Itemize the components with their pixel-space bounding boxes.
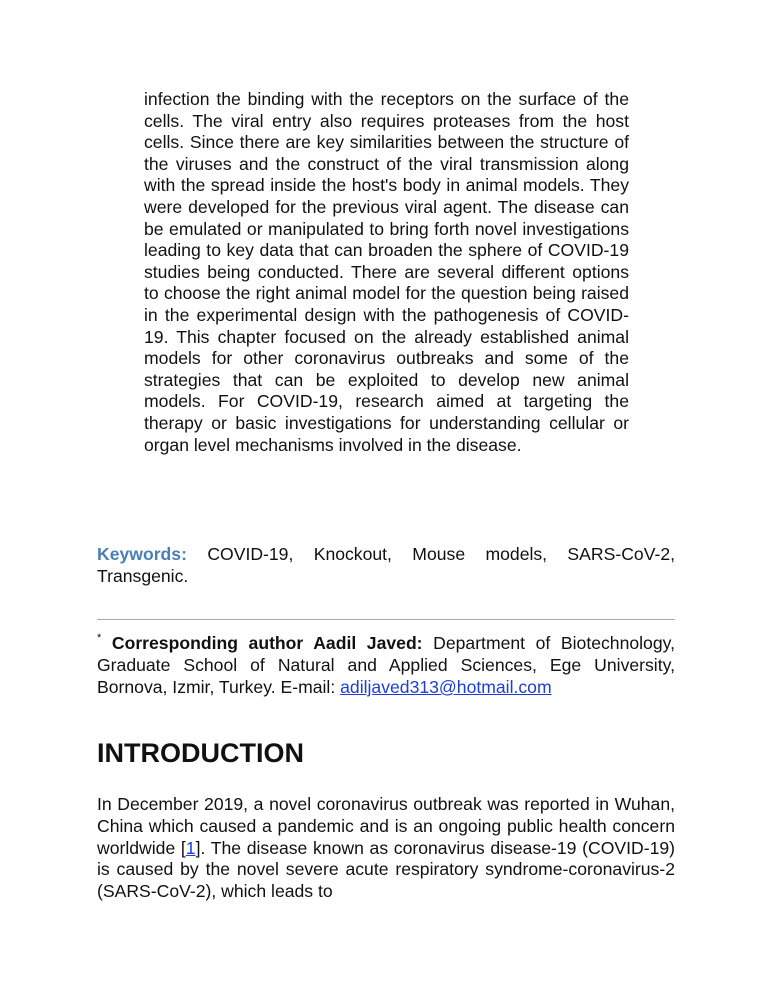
footnote-divider bbox=[97, 619, 675, 620]
keywords-text: COVID-19, Knockout, Mouse models, SARS-CoV-2, Transgenic. bbox=[97, 544, 675, 586]
author-affiliation: Department of Biotechnology, Graduate School of Natural and Applied Sciences, Ege University, Bornova, Izmir, Turkey. E-mail: bbox=[97, 633, 676, 697]
intro-text-part-1: In December 2019, a novel coronavirus outbreak was reported in Wuhan, China which caused a pandemic and is an ongoing public health concern worldwide [ bbox=[97, 794, 675, 858]
corresponding-author-footnote bbox=[97, 632, 675, 698]
citation-link[interactable]: 1 bbox=[185, 837, 196, 858]
corresponding-author-label: Corresponding author Aadil Javed: bbox=[111, 633, 423, 653]
keywords-paragraph bbox=[97, 543, 675, 587]
abstract-paragraph: infection the binding with the receptors on the surface of the cells. The viral entry also requires proteases from the host cells. Since there are key similarities between the structure of the viruses and the construct of the viral transmission along with the spread inside the host's body in animal models. They were developed for the previous viral agent. The disease can be emulated or manipulated to bring forth novel investigations leading to key data that can broaden the sphere of COVID-19 studies being conducted. There are several different options to choose the right animal model for the question being raised in the experimental design with the pathogenesis of COVID-19. This chapter focused on the already established animal models for other coronavirus outbreaks and some of the strategies that can be exploited to develop new animal models. For COVID-19, research aimed at targeting the therapy or basic investigations for understanding cellular or organ level mechanisms involved in the disease. bbox=[144, 89, 629, 455]
email-link[interactable]: adiljaved313@hotmail.com bbox=[340, 677, 552, 697]
section-heading: INTRODUCTION bbox=[97, 738, 304, 768]
introduction-paragraph bbox=[97, 794, 675, 903]
keywords-label: Keywords: bbox=[97, 544, 187, 564]
intro-text-part-2: ]. The disease known as coronavirus disease-19 (COVID-19) is caused by the novel severe acute respiratory syndrome-coronavirus-2 (SARS-CoV-2), which leads to bbox=[97, 837, 675, 902]
footnote-marker: * bbox=[97, 632, 102, 644]
